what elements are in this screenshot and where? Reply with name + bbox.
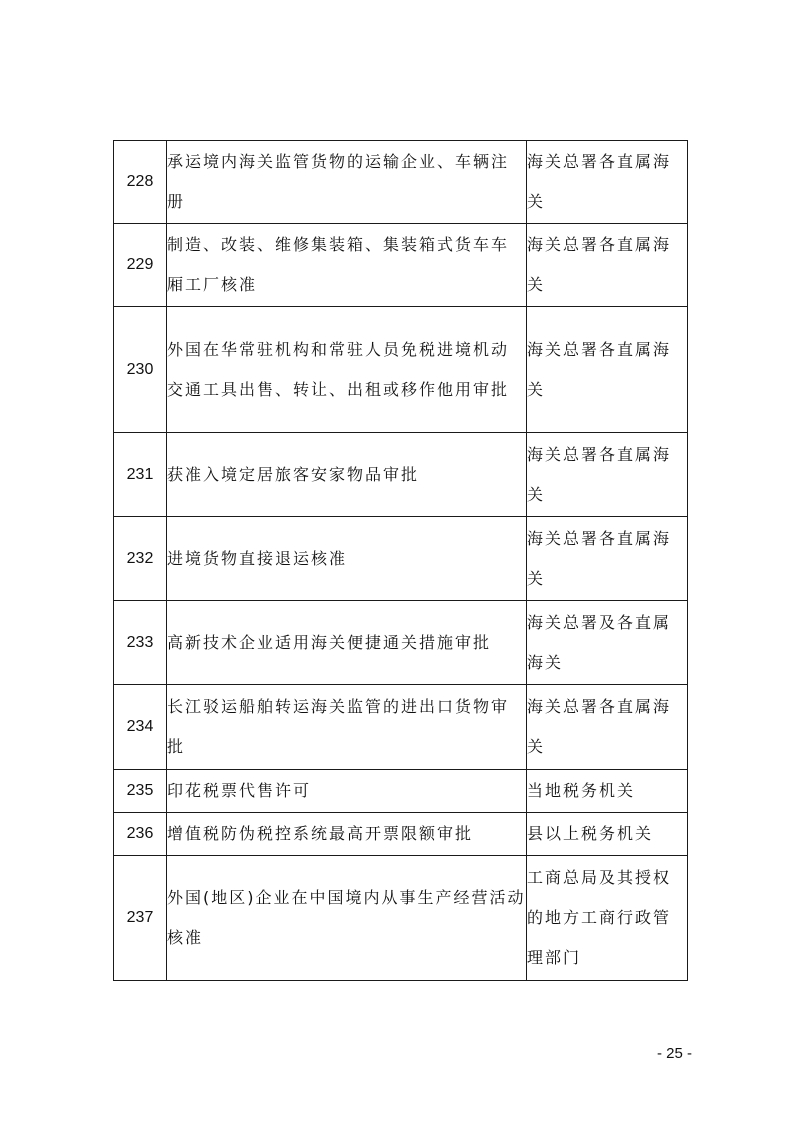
table-row xyxy=(114,224,688,307)
table-row xyxy=(114,856,688,981)
responsible-department: 工商总局及其授权的地方工商行政管理部门 xyxy=(527,856,688,981)
row-number: 230 xyxy=(114,307,167,433)
approval-item: 长江驳运船舶转运海关监管的进出口货物审批 xyxy=(167,685,527,770)
table-row xyxy=(114,433,688,517)
approval-item: 外国(地区)企业在中国境内从事生产经营活动核准 xyxy=(167,856,527,981)
table-row xyxy=(114,685,688,770)
responsible-department: 海关总署各直属海关 xyxy=(527,141,688,224)
approval-item: 印花税票代售许可 xyxy=(167,770,527,813)
row-number: 234 xyxy=(114,685,167,770)
approval-item: 进境货物直接退运核准 xyxy=(167,517,527,601)
responsible-department: 海关总署各直属海关 xyxy=(527,433,688,517)
responsible-department: 海关总署各直属海关 xyxy=(527,224,688,307)
table-row xyxy=(114,517,688,601)
approval-item: 增值税防伪税控系统最高开票限额审批 xyxy=(167,813,527,856)
row-number: 228 xyxy=(114,141,167,224)
approval-items-table xyxy=(113,140,688,981)
row-number: 235 xyxy=(114,770,167,813)
table-row xyxy=(114,307,688,433)
responsible-department: 海关总署各直属海关 xyxy=(527,685,688,770)
row-number: 236 xyxy=(114,813,167,856)
responsible-department: 县以上税务机关 xyxy=(527,813,688,856)
responsible-department: 海关总署及各直属海关 xyxy=(527,601,688,685)
row-number: 229 xyxy=(114,224,167,307)
table-row xyxy=(114,601,688,685)
row-number: 237 xyxy=(114,856,167,981)
row-number: 233 xyxy=(114,601,167,685)
approval-item: 外国在华常驻机构和常驻人员免税进境机动交通工具出售、转让、出租或移作他用审批 xyxy=(167,307,527,433)
table-row xyxy=(114,813,688,856)
approval-item: 承运境内海关监管货物的运输企业、车辆注册 xyxy=(167,141,527,224)
row-number: 231 xyxy=(114,433,167,517)
responsible-department: 海关总署各直属海关 xyxy=(527,517,688,601)
approval-item: 获准入境定居旅客安家物品审批 xyxy=(167,433,527,517)
responsible-department: 海关总署各直属海关 xyxy=(527,307,688,433)
table-row xyxy=(114,770,688,813)
responsible-department: 当地税务机关 xyxy=(527,770,688,813)
table-row xyxy=(114,141,688,224)
approval-item: 高新技术企业适用海关便捷通关措施审批 xyxy=(167,601,527,685)
approval-item: 制造、改装、维修集装箱、集装箱式货车车厢工厂核准 xyxy=(167,224,527,307)
row-number: 232 xyxy=(114,517,167,601)
page-number: - 25 - xyxy=(656,1045,692,1062)
